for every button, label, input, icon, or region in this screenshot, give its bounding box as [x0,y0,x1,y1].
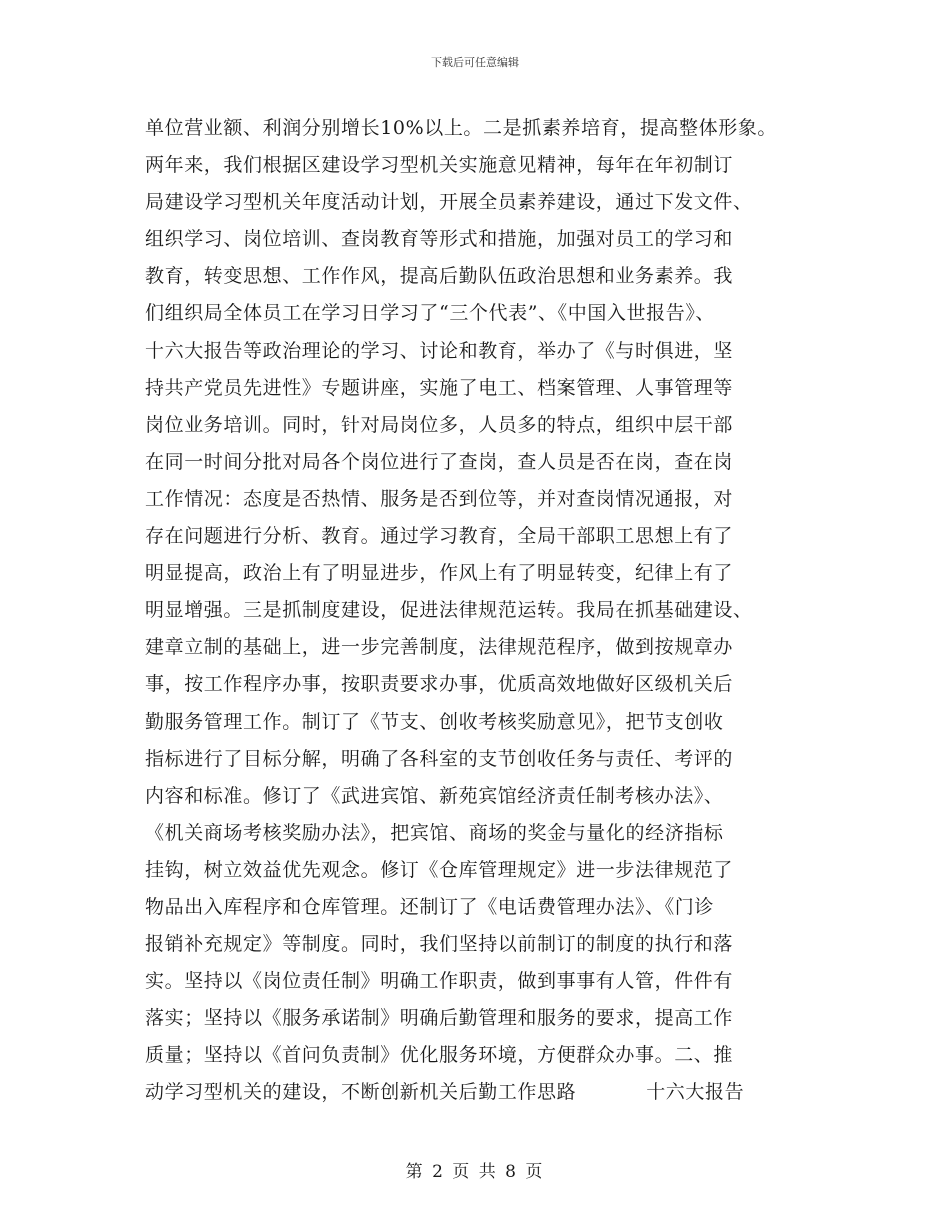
page-footer: 第 2 页 共 8 页 [405,1162,545,1182]
text-line: 单位营业额、利润分别增长10%以上。二是抓素养培育，提高整体形象。 [145,117,778,139]
text-line: 内容和标准。修订了《武进宾馆、新苑宾馆经济责任制考核办法》、 [145,784,724,807]
text-line: 物品出入库程序和仓库管理。还制订了《电话费管理办法》、《门诊 [145,895,715,918]
text-line: 落实；坚持以《服务承诺制》明确后勤管理和服务的要求，提高工作 [145,1007,734,1030]
text-line: 指标进行了目标分解，明确了各科室的支节创收任务与责任、考评的 [145,747,734,770]
text-line-last-left: 动学习型机关的建设，不断创新机关后勤工作思路 [145,1081,577,1104]
text-line-last [145,1074,825,1111]
text-line: 建章立制的基础上，进一步完善制度，法律规范程序，做到按规章办 [145,636,734,659]
document-body [145,110,825,1112]
text-line: 存在问题进行分析、教育。通过学习教育，全局干部职工思想上有了 [145,525,734,548]
text-line: 局建设学习型机关年度活动计划，开展全员素养建设，通过下发文件、 [145,191,753,214]
text-line: 们组织局全体员工在学习日学习了“三个代表”、《中国入世报告》、 [145,302,716,325]
text-line: 岗位业务培训。同时，针对局岗位多，人员多的特点，组织中层干部 [145,413,734,436]
text-line: 勤服务管理工作。制订了《节支、创收考核奖励意见》，把节支创收 [145,710,724,733]
text-line: 挂钩，树立效益优先观念。修订《仓库管理规定》进一步法律规范了 [145,858,734,881]
text-line: 持共产党员先进性》专题讲座，实施了电工、档案管理、人事管理等 [145,376,734,399]
text-line: 事，按工作程序办事，按职责要求办事，优质高效地做好区级机关后 [145,673,734,696]
text-line: 十六大报告等政治理论的学习、讨论和教育，举办了《与时俱进，坚 [145,339,734,362]
text-line: 工作情况：态度是否热情、服务是否到位等，并对查岗情况通报，对 [145,487,734,510]
text-line: 教育，转变思想、工作作风，提高后勤队伍政治思想和业务素养。我 [145,265,734,288]
text-line-last-right: 十六大报告 [646,1081,745,1104]
text-line: 明显增强。三是抓制度建设，促进法律规范运转。我局在抓基础建设、 [145,599,753,622]
text-line: 实。坚持以《岗位责任制》明确工作职责，做到事事有人管，件件有 [145,970,734,993]
page-header: 下载后可任意编辑 [431,56,519,69]
text-line: 两年来，我们根据区建设学习型机关实施意见精神，每年在年初制订 [145,154,734,177]
text-line: 在同一时间分批对局各个岗位进行了查岗，查人员是否在岗，查在岗 [145,450,734,473]
text-line: 质量；坚持以《首问负责制》优化服务环境，方便群众办事。二、推 [145,1044,734,1067]
text-line: 《机关商场考核奖励办法》，把宾馆、商场的奖金与量化的经济指标 [145,821,724,844]
text-line: 报销补充规定》等制度。同时，我们坚持以前制订的制度的执行和落 [145,933,734,956]
text-line: 组织学习、岗位培训、查岗教育等形式和措施，加强对员工的学习和 [145,228,734,251]
text-line: 明显提高，政治上有了明显进步，作风上有了明显转变，纪律上有了 [145,562,734,585]
